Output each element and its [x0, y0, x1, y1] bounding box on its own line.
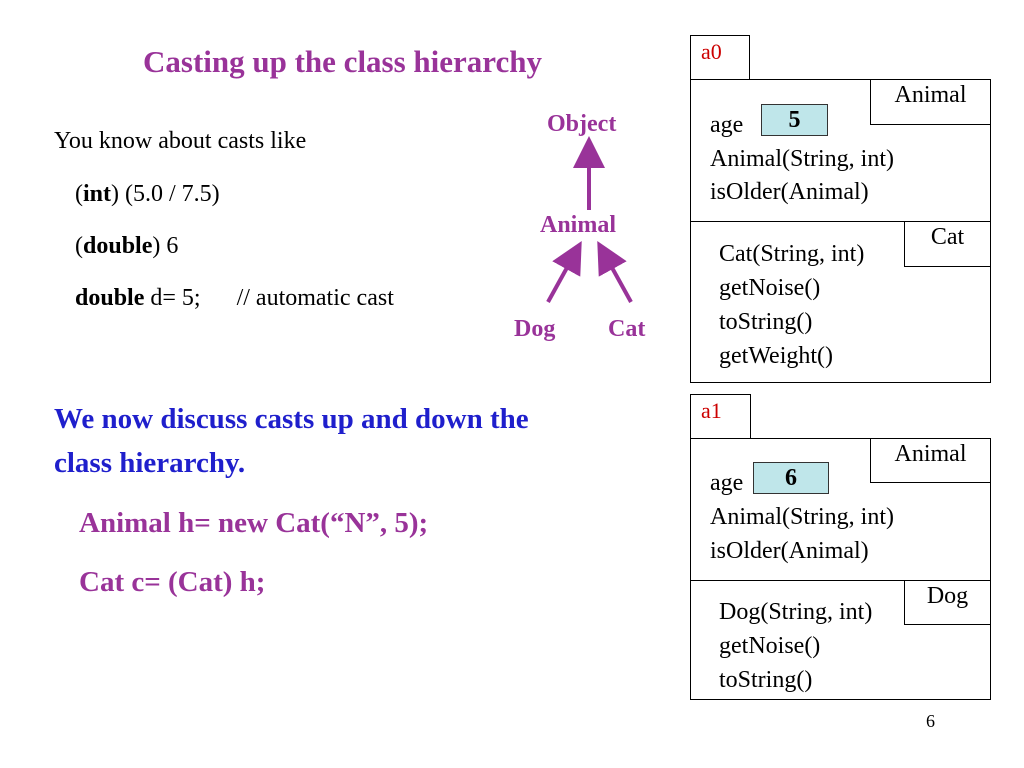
discussion-line-1: We now discuss casts up and down the [54, 403, 529, 435]
member-method: isOlder(Animal) [710, 538, 869, 564]
statement-upcast: Animal h= new Cat(“N”, 5); [79, 507, 429, 539]
member-constructor: Animal(String, int) [710, 504, 894, 530]
cast-example-int: (int) (5.0 / 7.5) [75, 181, 220, 207]
member-method: getNoise() [719, 275, 821, 301]
subclass-label: Cat [904, 221, 991, 267]
member-constructor: Animal(String, int) [710, 146, 894, 172]
member-method: getNoise() [719, 633, 821, 659]
superclass-label: Animal [870, 79, 991, 125]
member-method: toString() [719, 309, 813, 335]
hierarchy-arrows [500, 130, 670, 320]
member-method: toString() [719, 667, 813, 693]
field-label-age: age [710, 112, 744, 138]
hierarchy-animal: Animal [540, 212, 617, 238]
superclass-label: Animal [870, 438, 991, 483]
object-name-tab: a0 [690, 35, 750, 80]
hierarchy-object: Object [547, 111, 617, 137]
member-constructor: Dog(String, int) [719, 599, 873, 625]
keyword-double: double [83, 233, 153, 259]
cast-example-double: (double) 6 [75, 233, 179, 259]
page-number: 6 [926, 711, 935, 731]
member-method: getWeight() [719, 343, 834, 369]
member-method: isOlder(Animal) [710, 179, 869, 205]
slide-title: Casting up the class hierarchy [143, 44, 543, 79]
discussion-line-2: class hierarchy. [54, 447, 246, 479]
arrow-cat-to-animal [605, 255, 631, 302]
statement-downcast: Cat c= (Cat) h; [79, 566, 266, 598]
subclass-label: Dog [904, 580, 991, 625]
cast-example-automatic: double d= 5; // automatic cast [75, 285, 394, 311]
comment: // automatic cast [236, 285, 394, 311]
field-label-age: age [710, 470, 744, 496]
member-constructor: Cat(String, int) [719, 241, 865, 267]
keyword-double: double [75, 285, 145, 311]
keyword-int: int [83, 181, 112, 207]
object-name-tab: a1 [690, 394, 751, 439]
hierarchy-cat: Cat [608, 316, 646, 342]
field-value-age: 5 [761, 104, 828, 136]
arrow-dog-to-animal [548, 255, 574, 302]
field-value-age: 6 [753, 462, 829, 494]
hierarchy-dog: Dog [514, 316, 556, 342]
intro-text: You know about casts like [54, 128, 307, 154]
